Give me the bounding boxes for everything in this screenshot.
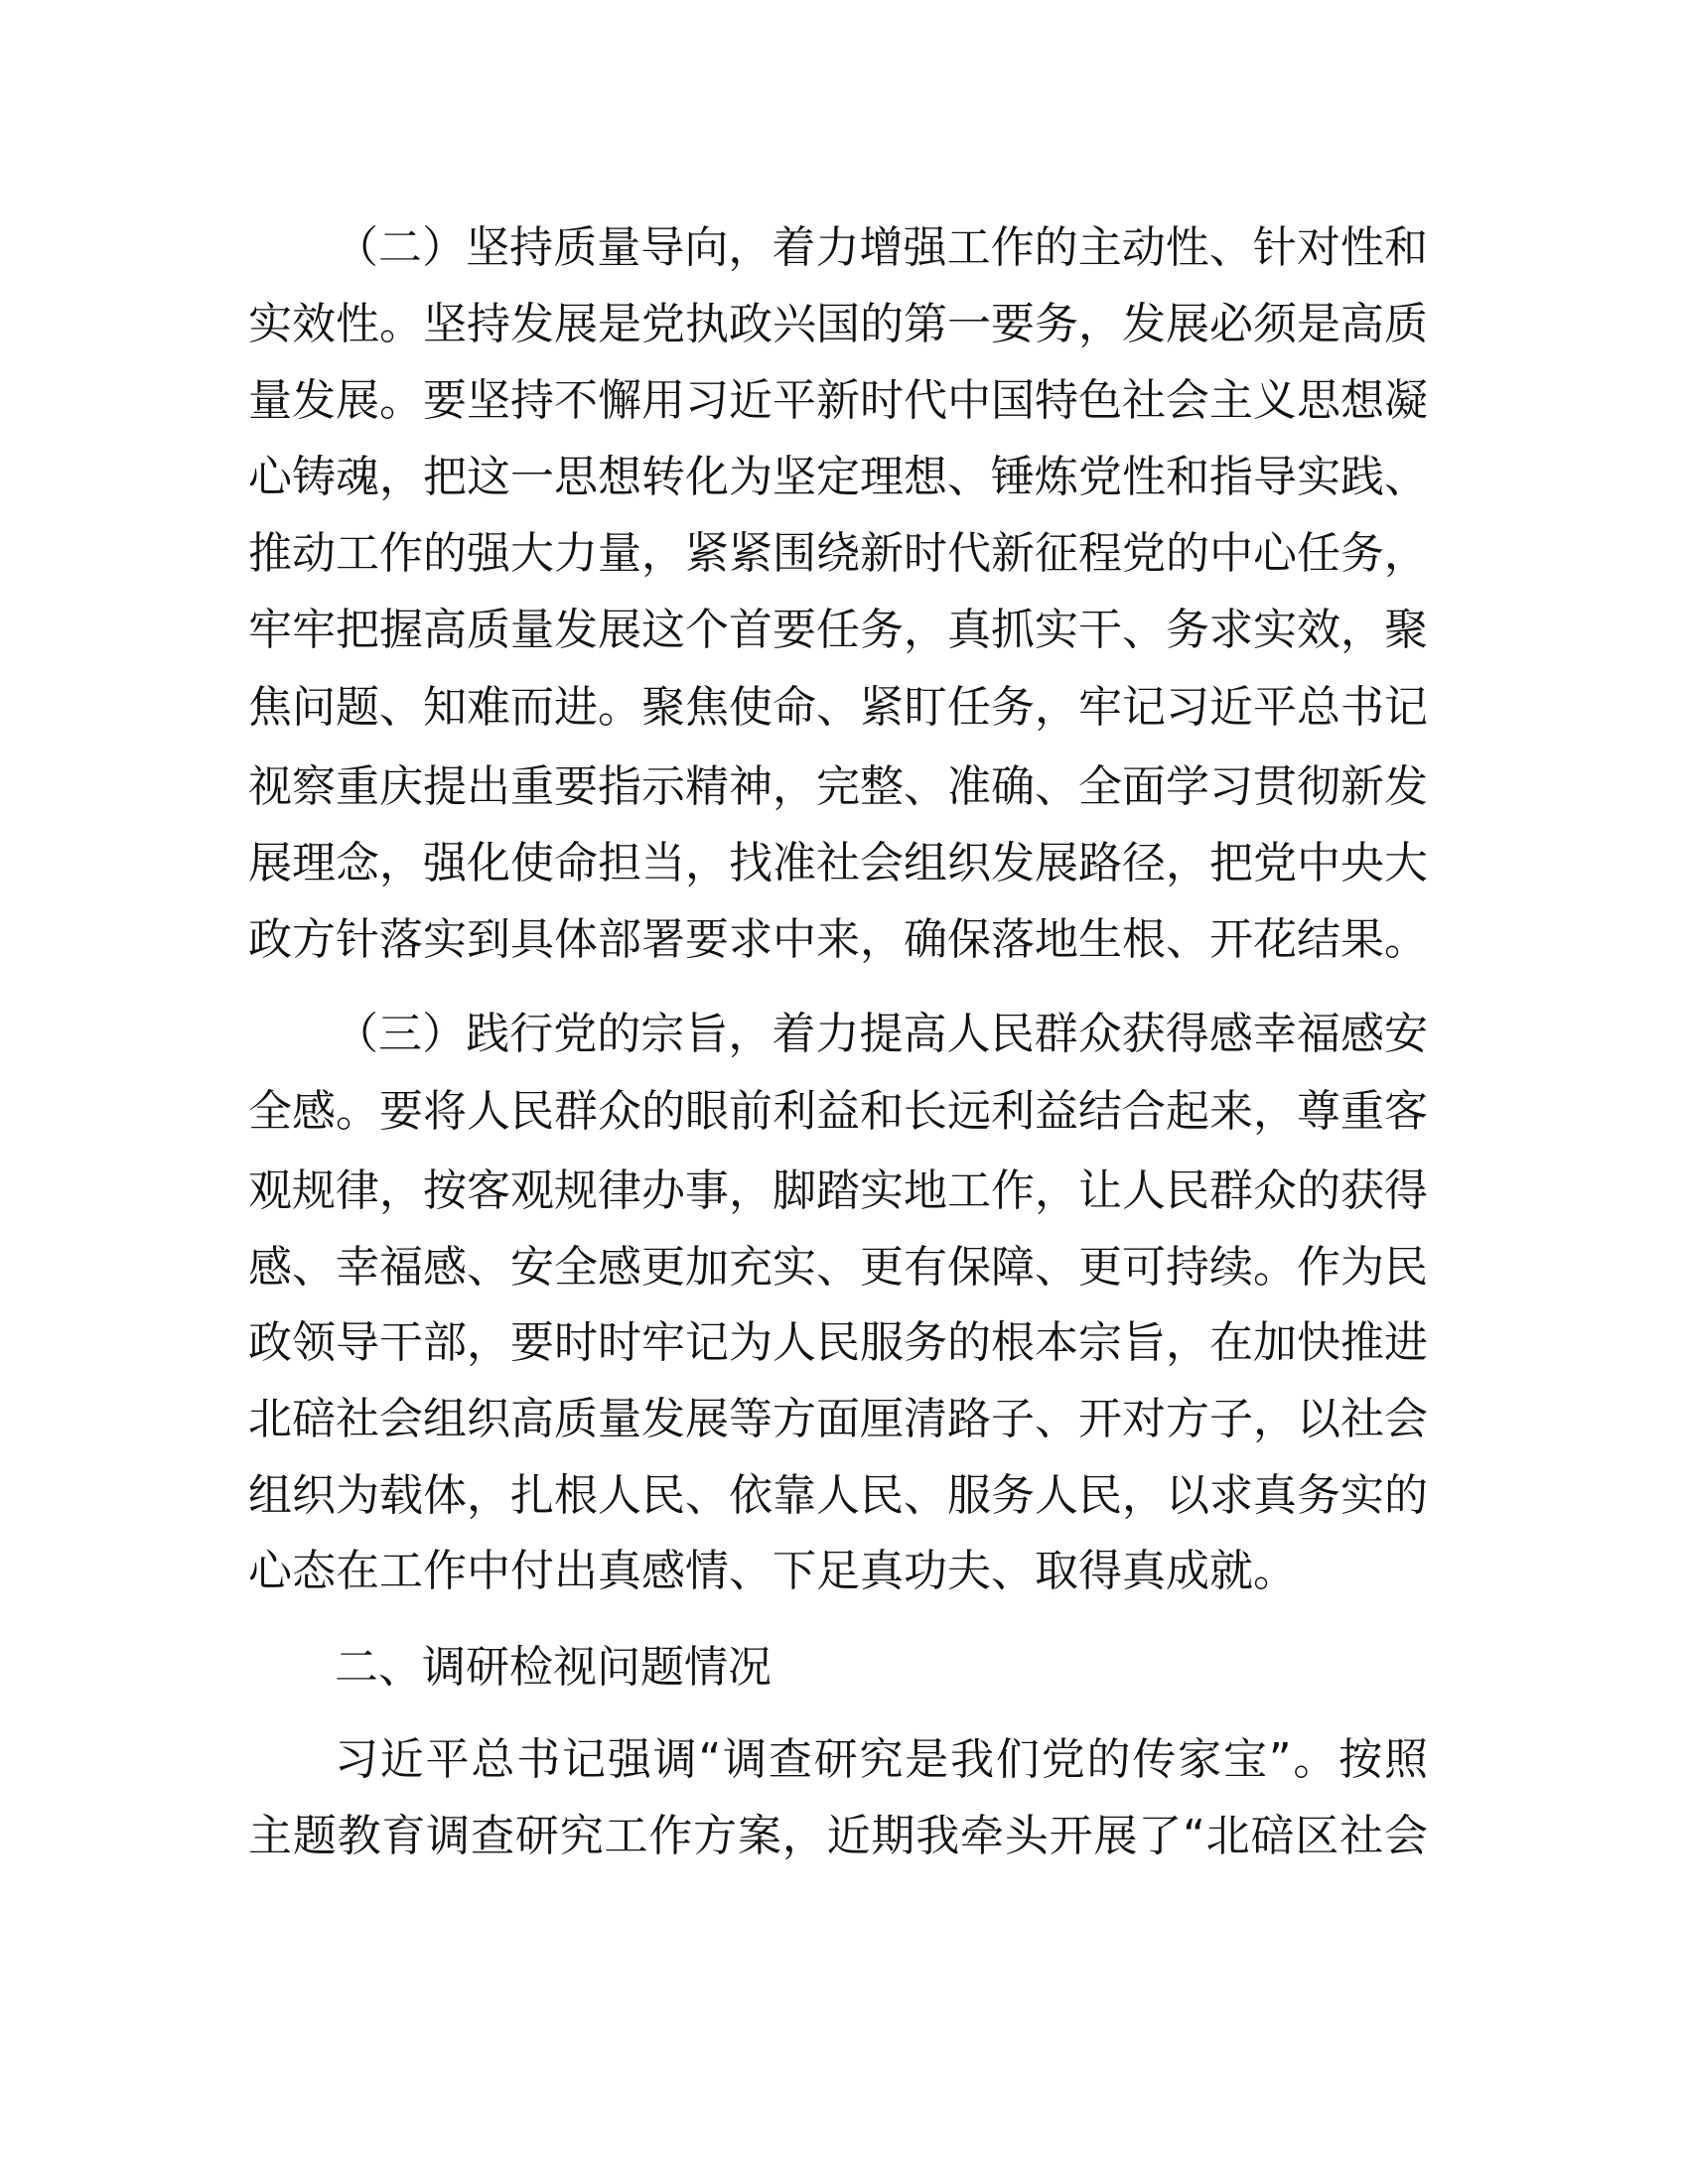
text-line: 北碚社会组织高质量发展等方面厘清路子、开对方子，以社会 [248, 1394, 1428, 1444]
text-line: 展理念，强化使命担当，找准社会组织发展路径，把党中央大 [248, 838, 1428, 888]
text-line: 心态在工作中付出真感情、下足真功夫、取得真成就。 [248, 1546, 1297, 1596]
text-line: 推动工作的强大力量，紧紧围绕新时代新征程党的中心任务， [248, 528, 1428, 579]
text-line: 政方针落实到具体部署要求中来，确保落地生根、开花结果。 [248, 914, 1428, 965]
text-line: 主题教育调查研究工作方案，近期我牵头开展了“北碚区社会 [248, 1811, 1428, 1861]
text-line: 全感。要将人民群众的眼前利益和长远利益结合起来，尊重客 [248, 1086, 1428, 1137]
section-heading: 二、调研检视问题情况 [335, 1642, 772, 1693]
text-line: 心铸魂，把这一思想转化为坚定理想、锤炼党性和指导实践、 [248, 452, 1428, 502]
text-line: 量发展。要坚持不懈用习近平新时代中国特色社会主义思想凝 [248, 375, 1428, 426]
text-line: 牢牢把握高质量发展这个首要任务，真抓实干、务求实效，聚 [248, 605, 1428, 655]
text-line: （三）践行党的宗旨，着力提高人民群众获得感幸福感安 [335, 1009, 1428, 1059]
text-line: 感、幸福感、安全感更加充实、更有保障、更可持续。作为民 [248, 1242, 1428, 1293]
text-line: 实效性。坚持发展是党执政兴国的第一要务，发展必须是高质 [248, 299, 1428, 349]
text-line: （二）坚持质量导向，着力增强工作的主动性、针对性和 [335, 222, 1428, 273]
text-line: 政领导干部，要时时牢记为人民服务的根本宗旨，在加快推进 [248, 1317, 1428, 1368]
text-line: 观规律，按客观规律办事，脚踏实地工作，让人民群众的获得 [248, 1165, 1428, 1216]
text-line: 焦问题、知难而进。聚焦使命、紧盯任务，牢记习近平总书记 [248, 682, 1428, 733]
text-line: 视察重庆提出重要指示精神，完整、准确、全面学习贯彻新发 [248, 761, 1428, 812]
text-line: 习近平总书记强调“调查研究是我们党的传家宝”。按照 [335, 1734, 1428, 1785]
text-line: 组织为载体，扎根人民、依靠人民、服务人民，以求真务实的 [248, 1470, 1428, 1521]
